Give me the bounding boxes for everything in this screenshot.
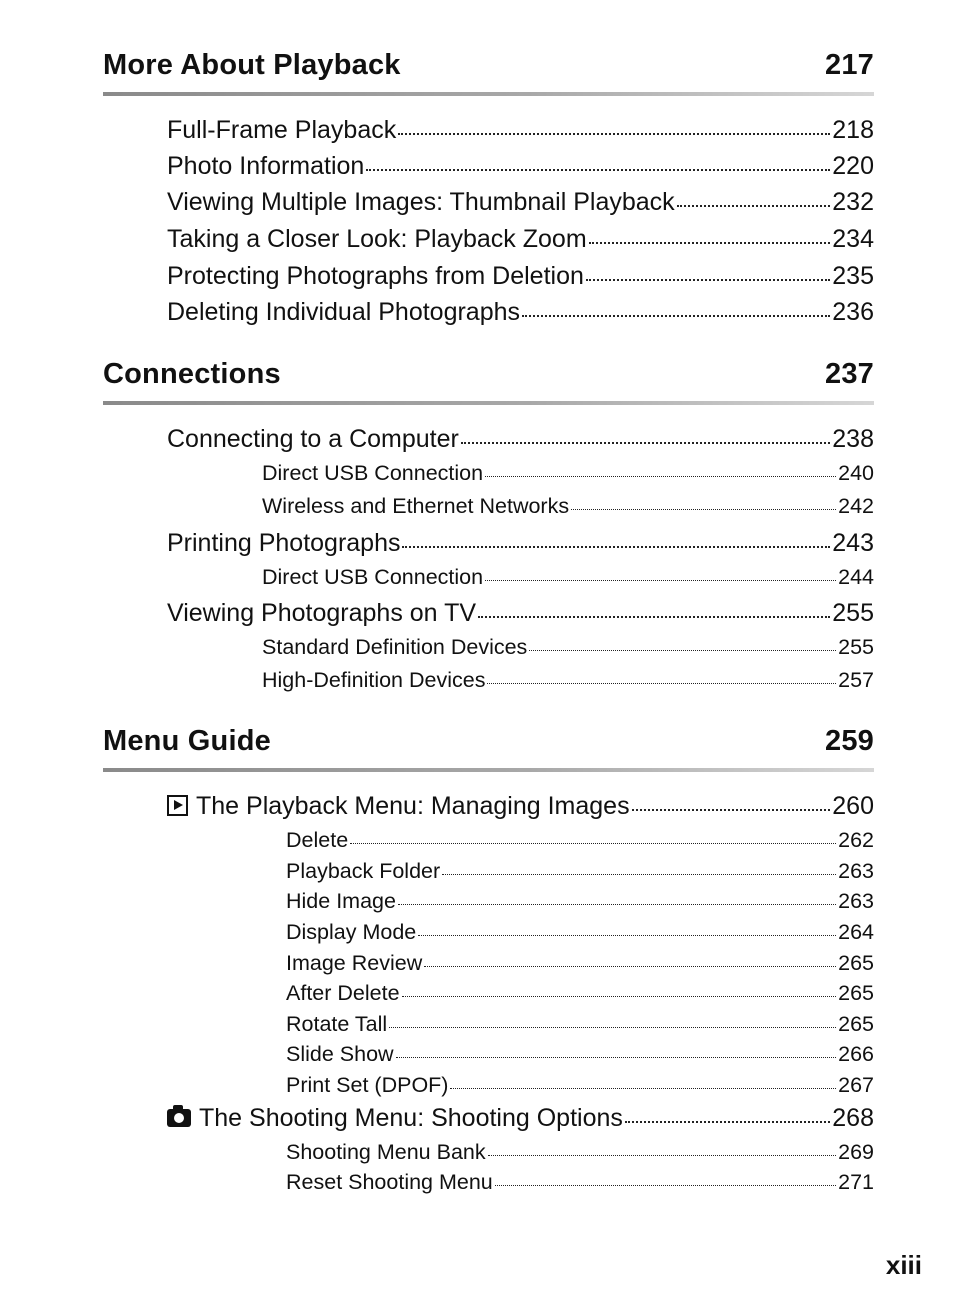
section-page: 259 (825, 725, 874, 757)
toc-entry[interactable] (167, 792, 874, 821)
toc-subentry[interactable] (286, 1012, 874, 1037)
playback-menu-icon (167, 795, 188, 816)
dot-leader (522, 315, 830, 317)
dot-leader (402, 546, 830, 548)
toc-subentry[interactable] (286, 1170, 874, 1195)
toc-subentry[interactable] (286, 828, 874, 853)
toc-entry[interactable] (167, 116, 874, 145)
toc-page: 240 (838, 461, 874, 485)
toc-label: High-Definition Devices (262, 668, 486, 692)
section-divider (103, 401, 874, 405)
toc-label: Delete (286, 828, 349, 852)
toc-entry[interactable] (167, 188, 874, 217)
toc-entry[interactable] (167, 152, 874, 181)
toc-label: Full-Frame Playback (167, 116, 397, 144)
toc-page: 235 (832, 262, 874, 290)
toc-label: Rotate Tall (286, 1012, 388, 1036)
toc-label: Image Review (286, 951, 423, 975)
toc-page: 238 (832, 425, 874, 453)
section-divider (103, 768, 874, 772)
dot-leader (366, 169, 830, 171)
toc-page: 271 (838, 1170, 874, 1194)
section-more-about-playback (103, 48, 874, 326)
toc-page: 263 (838, 859, 874, 883)
toc-subentry[interactable] (286, 920, 874, 945)
dot-leader (487, 683, 836, 684)
toc-page: 265 (838, 951, 874, 975)
toc-label: Standard Definition Devices (262, 635, 528, 659)
toc-label: Display Mode (286, 920, 417, 944)
toc-subentry[interactable] (286, 1073, 874, 1098)
toc-label: Direct USB Connection (262, 565, 484, 589)
toc-page: 243 (832, 529, 874, 557)
toc-subentry[interactable] (262, 494, 874, 519)
section-title: Connections (103, 358, 281, 390)
toc-subentry[interactable] (262, 635, 874, 660)
section-page: 237 (825, 358, 874, 390)
toc-page: 257 (838, 668, 874, 692)
toc-label: After Delete (286, 981, 400, 1005)
toc-label: Direct USB Connection (262, 461, 484, 485)
dot-leader (632, 809, 831, 811)
toc-entry[interactable] (167, 225, 874, 254)
dot-leader (488, 1155, 837, 1156)
toc-page: 220 (832, 152, 874, 180)
toc-subentry[interactable] (286, 1042, 874, 1067)
section-title: More About Playback (103, 49, 401, 81)
toc-page: 265 (838, 1012, 874, 1036)
dot-leader (677, 205, 831, 207)
toc-page: 268 (832, 1104, 874, 1132)
dot-leader (398, 133, 830, 135)
toc-page: 269 (838, 1140, 874, 1164)
toc-label: Viewing Multiple Images: Thumbnail Playback (167, 188, 675, 216)
toc-entry[interactable] (167, 529, 874, 558)
dot-leader (450, 1088, 836, 1089)
dot-leader (350, 843, 836, 844)
toc-label: Print Set (DPOF) (286, 1073, 449, 1097)
dot-leader (398, 904, 836, 905)
section-page: 217 (825, 49, 874, 81)
toc-page: 232 (832, 188, 874, 216)
toc-entry[interactable] (167, 298, 874, 327)
toc-label: Deleting Individual Photographs (167, 298, 521, 326)
toc-label: Shooting Menu Bank (286, 1140, 486, 1164)
toc-page: 263 (838, 889, 874, 913)
dot-leader (478, 616, 830, 618)
toc-subentry[interactable] (262, 565, 874, 590)
toc-label: Wireless and Ethernet Networks (262, 494, 570, 518)
dot-leader (485, 476, 836, 477)
dot-leader (402, 996, 837, 997)
section-heading (103, 48, 874, 82)
toc-entry[interactable] (167, 1104, 874, 1133)
toc-entry[interactable] (167, 599, 874, 628)
dot-leader (589, 242, 831, 244)
toc-label: Playback Folder (286, 859, 441, 883)
toc-page: 267 (838, 1073, 874, 1097)
camera-icon (167, 1109, 191, 1127)
dot-leader (586, 279, 830, 281)
toc-label: The Playback Menu: Managing Images (196, 792, 630, 820)
toc-label: The Shooting Menu: Shooting Options (199, 1104, 623, 1132)
dot-leader (571, 509, 836, 510)
toc-page: 255 (832, 599, 874, 627)
toc-label: Slide Show (286, 1042, 394, 1066)
toc-entry[interactable] (167, 425, 874, 454)
toc-entry[interactable] (167, 262, 874, 291)
toc-page: 260 (832, 792, 874, 820)
toc-subentry[interactable] (286, 889, 874, 914)
toc-subentry[interactable] (262, 461, 874, 486)
toc-label: Taking a Closer Look: Playback Zoom (167, 225, 587, 253)
section-title: Menu Guide (103, 725, 271, 757)
dot-leader (442, 874, 836, 875)
section-connections (103, 357, 874, 692)
dot-leader (625, 1121, 830, 1123)
dot-leader (389, 1027, 836, 1028)
toc-subentry[interactable] (262, 668, 874, 693)
toc-label: Printing Photographs (167, 529, 401, 557)
toc-subentry[interactable] (286, 981, 874, 1006)
dot-leader (485, 580, 836, 581)
section-heading (103, 724, 874, 758)
dot-leader (495, 1185, 836, 1186)
toc-label: Photo Information (167, 152, 365, 180)
toc-page: 242 (838, 494, 874, 518)
toc-label: Reset Shooting Menu (286, 1170, 493, 1194)
toc-page: 264 (838, 920, 874, 944)
toc-label: Hide Image (286, 889, 396, 913)
toc-subentry[interactable] (286, 951, 874, 976)
toc-page: 236 (832, 298, 874, 326)
toc-page: 265 (838, 981, 874, 1005)
toc-label: Viewing Photographs on TV (167, 599, 477, 627)
dot-leader (418, 935, 836, 936)
toc-label: Connecting to a Computer (167, 425, 459, 453)
toc-page: 262 (838, 828, 874, 852)
page-number: xiii (885, 1250, 922, 1280)
toc-label: Protecting Photographs from Deletion (167, 262, 584, 290)
section-heading (103, 357, 874, 391)
dot-leader (424, 966, 836, 967)
toc-page: 255 (838, 635, 874, 659)
toc-page: 234 (832, 225, 874, 253)
section-menu-guide (103, 724, 874, 1194)
dot-leader (461, 442, 830, 444)
toc-page: 218 (832, 116, 874, 144)
section-divider (103, 92, 874, 96)
toc-page: 244 (838, 565, 874, 589)
dot-leader (529, 650, 836, 651)
toc-page: 266 (838, 1042, 874, 1066)
dot-leader (396, 1057, 837, 1058)
toc-subentry[interactable] (286, 859, 874, 884)
toc-subentry[interactable] (286, 1140, 874, 1165)
